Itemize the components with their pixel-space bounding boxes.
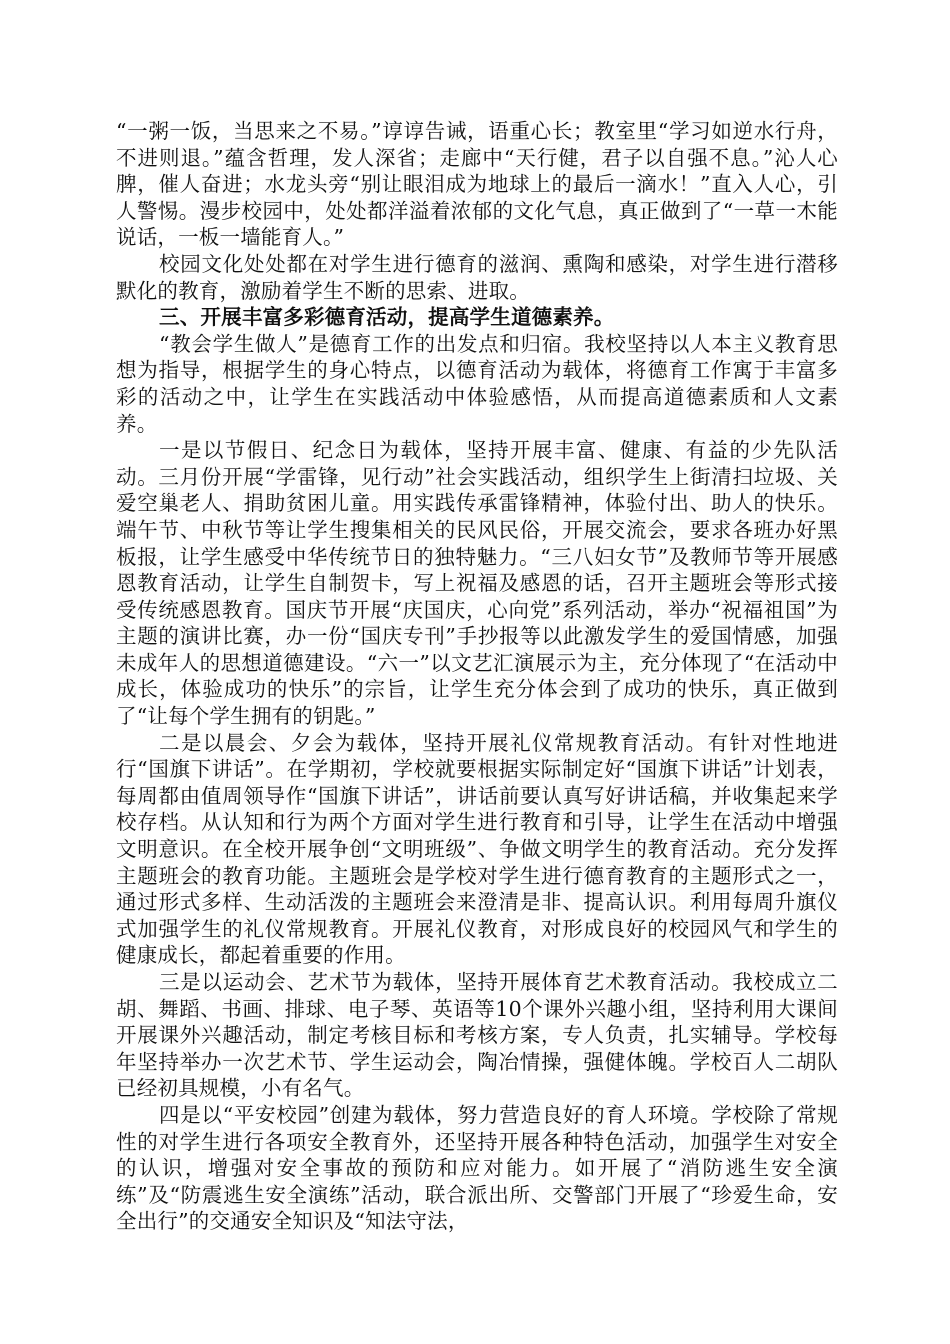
section-heading-three: 三、开展丰富多彩德育活动，提高学生道德素养。 [159,305,615,330]
paragraph-holiday-activities: 一是以节假日、纪念日为载体，坚持开展丰富、健康、有益的少先队活动。三月份开展“学雷锋，见行动”社会实践活动，组织学生上街清扫垃圾、关爱空巢老人、捐助贫困儿童。用实践传承雷锋精神，体验付出、助人的快乐。端午节、中秋节等让学生搜集相关的民风民俗，开展交流会，要求各班办好黑板报，让学生感受中华传统节日的独特魅力。“三八妇女节”及教师节等开展感恩教育活动，让学生自制贺卡，写上祝福及感恩的话，召开主题班会等形式接受传统感恩教育。国庆节开展“庆国庆，心向党”系列活动，举办“祝福祖国”为主题的演讲比赛，办一份“国庆专刊”手抄报等以此激发学生的爱国情感，加强未成年人的思想道德建设。“六一”以文艺汇演展示为主，充分体现了“在活动中成长，体验成功的快乐”的宗旨，让学生充分体会到了成功的快乐，真正做到了“让每个学生拥有的钥匙。” [116,438,838,729]
paragraph-culture-quotes: “一粥一饭，当思来之不易。”谆谆告诫，语重心长；教室里“学习如逆水行舟，不进则退。”蕴含哲理，发人深省；走廊中“天行健，君子以自强不息。”沁人心脾，催人奋进；水龙头旁“别让眼泪成为地球上的最后一滴水！”直入人心，引人警惕。漫步校园中，处处都洋溢着浓郁的文化气息，真正做到了“一草一木能说话，一板一墙能育人。” [116,119,838,250]
paragraph-culture-summary: 校园文化处处都在对学生进行德育的滋润、熏陶和感染，对学生进行潜移默化的教育，激励着学生不断的思索、进取。 [116,251,838,303]
paragraph-sports-arts: 三是以运动会、艺术节为载体，坚持开展体育艺术教育活动。我校成立二胡、舞蹈、书画、排球、电子琴、英语等10个课外兴趣小组，坚持利用大课间开展课外兴趣活动，制定考核目标和考核方案，专人负责，扎实辅导。学校每年坚持举办一次艺术节、学生运动会，陶冶情操，强健体魄。学校百人二胡队已经初具规模，小有名气。 [116,970,838,1101]
paragraph-teach-to-be-human: “教会学生做人”是德育工作的出发点和归宿。我校坚持以人本主义教育思想为指导，根据学生的身心特点，以德育活动为载体，将德育工作寓于丰富多彩的活动之中，让学生在实践活动中体验感悟，从而提高道德素质和人文素养。 [116,331,838,436]
document-body [116,118,838,1235]
paragraph-etiquette-education: 二是以晨会、夕会为载体，坚持开展礼仪常规教育活动。有针对性地进行“国旗下讲话”。在学期初，学校就要根据实际制定好“国旗下讲话”计划表，每周都由值周领导作“国旗下讲话”，讲话前要认真写好讲话稿，并收集起来学校存档。从认知和行为两个方面对学生进行教育和引导，让学生在活动中增强文明意识。在全校开展争创“文明班级”、争做文明学生的教育活动。充分发挥主题班会的教育功能。主题班会是学校对学生进行德育教育的主题形式之一，通过形式多样、生动活泼的主题班会来澄清是非、提高认识。利用每周升旗仪式加强学生的礼仪常规教育。开展礼仪教育，对形成良好的校园风气和学生的健康成长，都起着重要的作用。 [116,730,838,968]
paragraph-safe-campus: 四是以“平安校园”创建为载体，努力营造良好的育人环境。学校除了常规性的对学生进行各项安全教育外，还坚持开展各种特色活动，加强学生对安全的认识，增强对安全事故的预防和应对能力。如开展了“消防逃生安全演练”及“防震逃生安全演练”活动，联合派出所、交警部门开展了“珍爱生命，安全出行”的交通安全知识及“知法守法， [116,1102,838,1234]
